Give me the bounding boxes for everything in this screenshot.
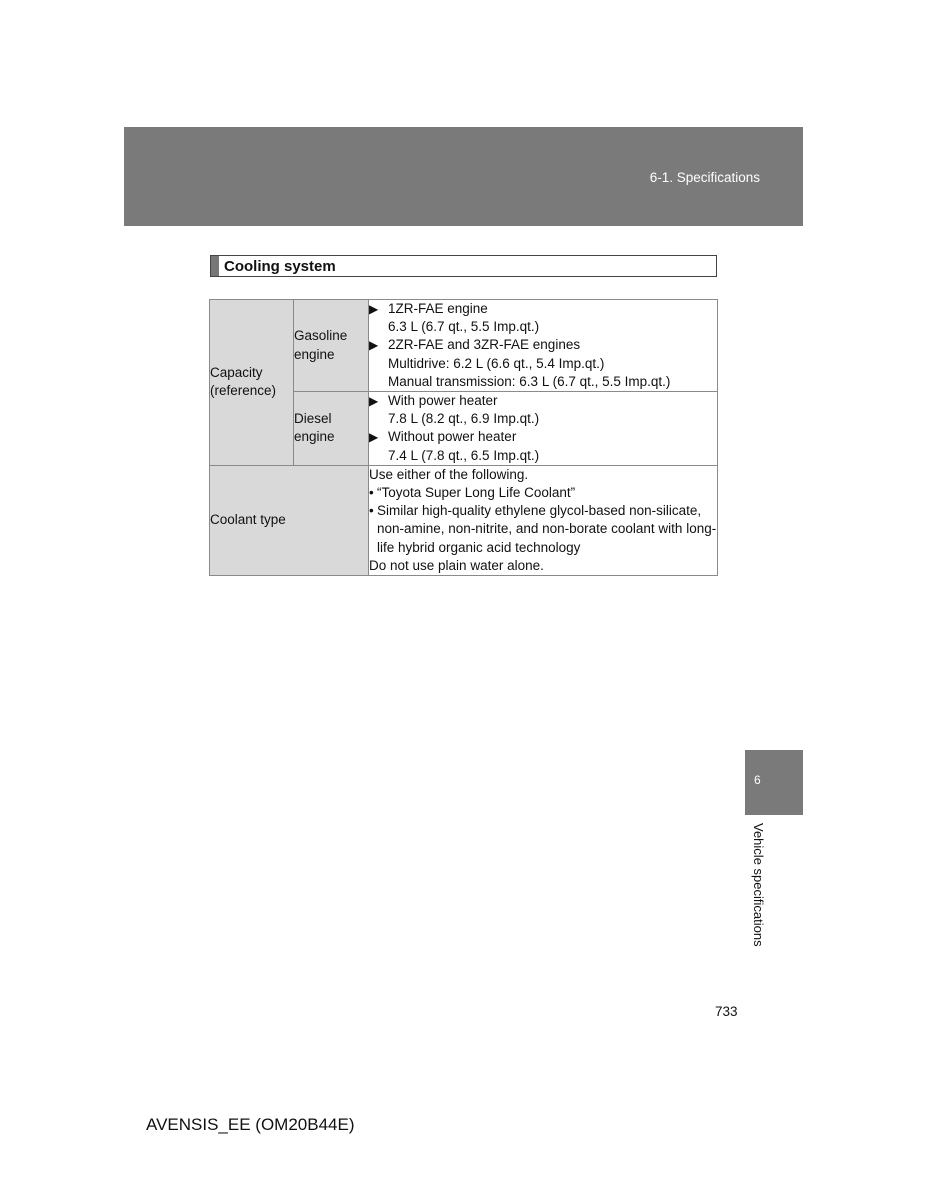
footer-model-code: AVENSIS_EE (OM20B44E)	[146, 1115, 355, 1134]
triangle-icon: ▶	[369, 430, 379, 445]
table-row-coolant	[210, 465, 718, 575]
cooling-system-heading	[210, 255, 717, 277]
header-band	[124, 127, 803, 226]
bullet-icon: •	[369, 485, 374, 501]
bullet-icon: •	[369, 503, 374, 519]
diesel-label: Diesel engine	[294, 392, 369, 466]
chapter-label: Vehicle specifications	[751, 823, 766, 947]
triangle-icon: ▶	[369, 338, 379, 353]
gasoline-capacity-values: ▶ 1ZR-FAE engine 6.3 L (6.7 qt., 5.5 Imp.qt.) ▶ 2ZR-FAE and 3ZR-FAE engines Multidrive: 6.2 L (6.6 qt., 5.4 Imp.qt.) Manual transmission: 6.3 L (6.7 qt., 5.5 Imp.qt.)	[369, 300, 718, 392]
gasoline-label: Gasoline engine	[294, 300, 369, 392]
coolant-type-label: Coolant type	[210, 465, 369, 575]
triangle-icon: ▶	[369, 394, 379, 409]
section-title: 6-1. Specifications	[649, 170, 760, 185]
diesel-capacity-values: ▶ With power heater 7.8 L (8.2 qt., 6.9 Imp.qt.) ▶ Without power heater 7.4 L (7.8 qt., 6.5 Imp.qt.)	[369, 392, 718, 466]
heading-bar	[211, 256, 219, 276]
triangle-icon: ▶	[369, 302, 379, 316]
table-row-gasoline	[210, 300, 718, 392]
coolant-type-values: Use either of the following. • “Toyota Super Long Life Coolant” • Similar high-quality ethylene glycol-based non-silicate, non-amine, non-nitrite, and non-borate coolant with long-life hybrid organic acid technology Do not use plain water alone.	[369, 465, 718, 575]
page-number: 733	[715, 1004, 738, 1019]
chapter-tab	[745, 750, 803, 815]
chapter-number: 6	[754, 773, 761, 787]
cooling-spec-table	[209, 299, 718, 576]
heading-text: Cooling system	[224, 257, 336, 275]
capacity-label: Capacity (reference)	[210, 300, 294, 466]
